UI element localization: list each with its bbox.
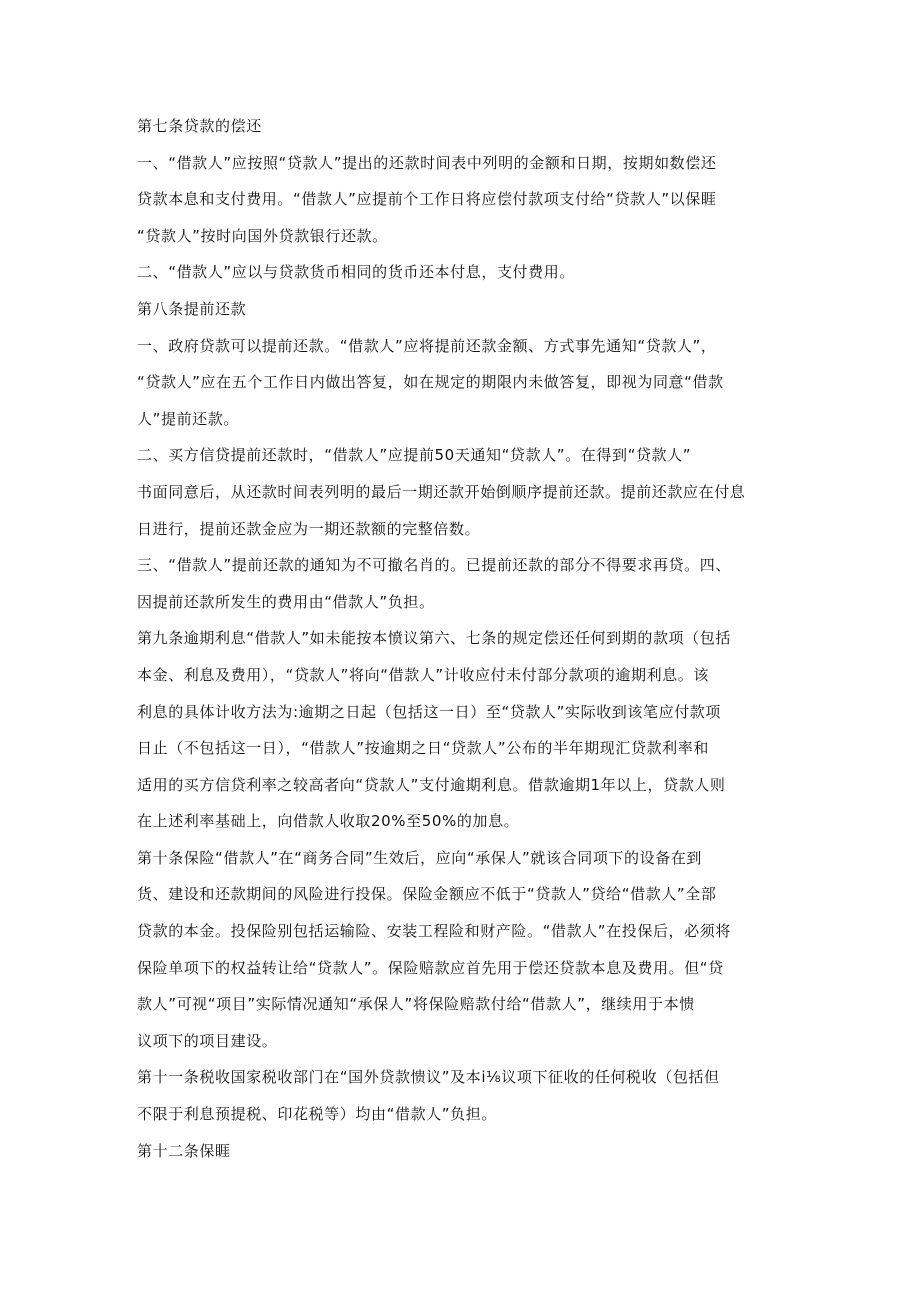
paragraph-line: 在上述利率基础上，向借款人收取20%至50%的加息。 xyxy=(137,812,520,831)
article-9-line: 第九条逾期利息“借款人”如未能按本愤议第六、七条的规定偿还任何到期的款项（包括 xyxy=(137,629,731,648)
article-8-heading: 第八条提前还款 xyxy=(137,299,247,318)
paragraph-line: 三、“借款人”提前还款的通知为不可撤名肖的。已提前还款的部分不得要求再贷。四、 xyxy=(137,556,731,575)
paragraph-line: 贷款本息和支付费用。“借款人”应提前个工作日将应偿付款项支付给“贷款人”以保睚 xyxy=(137,190,717,209)
article-10-line: 第十条保险“借款人”在“商务合同”生效后，应向“承保人”就该合同项下的设备在到 xyxy=(137,848,703,867)
paragraph-line: 一、政府贷款可以提前还款。“借款人”应将提前还款金额、方式事先通知“贷款人”， xyxy=(137,336,717,355)
paragraph-line: 不限于利息预提税、印花税等）均由“借款人”负担。 xyxy=(137,1105,497,1124)
paragraph-line: 二、买方信贷提前还款时，“借款人”应提前50天通知“贷款人”。在得到“贷款人” xyxy=(137,446,692,465)
paragraph-line: 二、“借款人”应以与贷款货币相同的货币还本付息，支付费用。 xyxy=(137,263,575,282)
article-7-heading: 第七条贷款的偿还 xyxy=(137,117,262,135)
paragraph-line: 日止（不包括这一日），“借款人”按逾期之日“贷款人”公布的半年期现汇贷款利率和 xyxy=(137,739,709,758)
document-body xyxy=(137,112,797,1173)
paragraph-line: “贷款人”应在五个工作日内做出答复，如在规定的期限内未做答复，即视为同意“借款 xyxy=(137,373,724,392)
paragraph-line: “贷款人”按时向国外贷款银行还款。 xyxy=(137,226,388,245)
article-12-heading: 第十二条保睚 xyxy=(137,1141,231,1160)
article-11-line: 第十一条税收国家税收部门在“国外贷款愦议”及本i⅛议项下征收的任何税收（包括但 xyxy=(137,1068,720,1087)
paragraph-line: 因提前还款所发生的费用由“借款人”负担。 xyxy=(137,592,435,611)
paragraph-line: 贷款的本金。投保险别包括运输险、安装工程险和财产险。“借款人”在投保后，必须将 xyxy=(137,922,731,941)
paragraph-line: 货、建设和还款期间的风险进行投保。保险金额应不低于“贷款人”贷给“借款人”全部 xyxy=(137,885,717,904)
paragraph-line: 款人”可视“项目”实际情况通知“承保人”将保险赔款付给“借款人”，继续用于本愦 xyxy=(137,995,695,1014)
paragraph-line: 保险单项下的权益转让给“贷款人”。保险赔款应首先用于偿还贷款本息及费用。但“贷 xyxy=(137,958,724,977)
paragraph-line: 人”提前还款。 xyxy=(137,409,239,428)
paragraph-line: 本金、利息及费用），“贷款人”将向“借款人”计收应付未付部分款项的逾期利息。该 xyxy=(137,665,709,684)
paragraph-line: 利息的具体计收方法为:逾期之日起（包括这一日）至“贷款人”实际收到该笔应付款项 xyxy=(137,702,721,721)
paragraph-line: 日进行，提前还款金应为一期还款额的完整倍数。 xyxy=(137,519,481,538)
paragraph-line: 适用的买方信贷利率之较高者向“贷款人”支付逾期利息。借款逾期1年以上，贷款人则 xyxy=(137,775,726,794)
paragraph-line: 书面同意后，从还款时间表列明的最后一期还款开始倒顺序提前还款。提前还款应在付息 xyxy=(137,482,746,501)
paragraph-line: 一、“借款人”应按照“贷款人”提出的还款时间表中列明的金额和日期，按期如数偿还 xyxy=(137,153,717,172)
paragraph-line: 议项下的项目建设。 xyxy=(137,1031,278,1050)
